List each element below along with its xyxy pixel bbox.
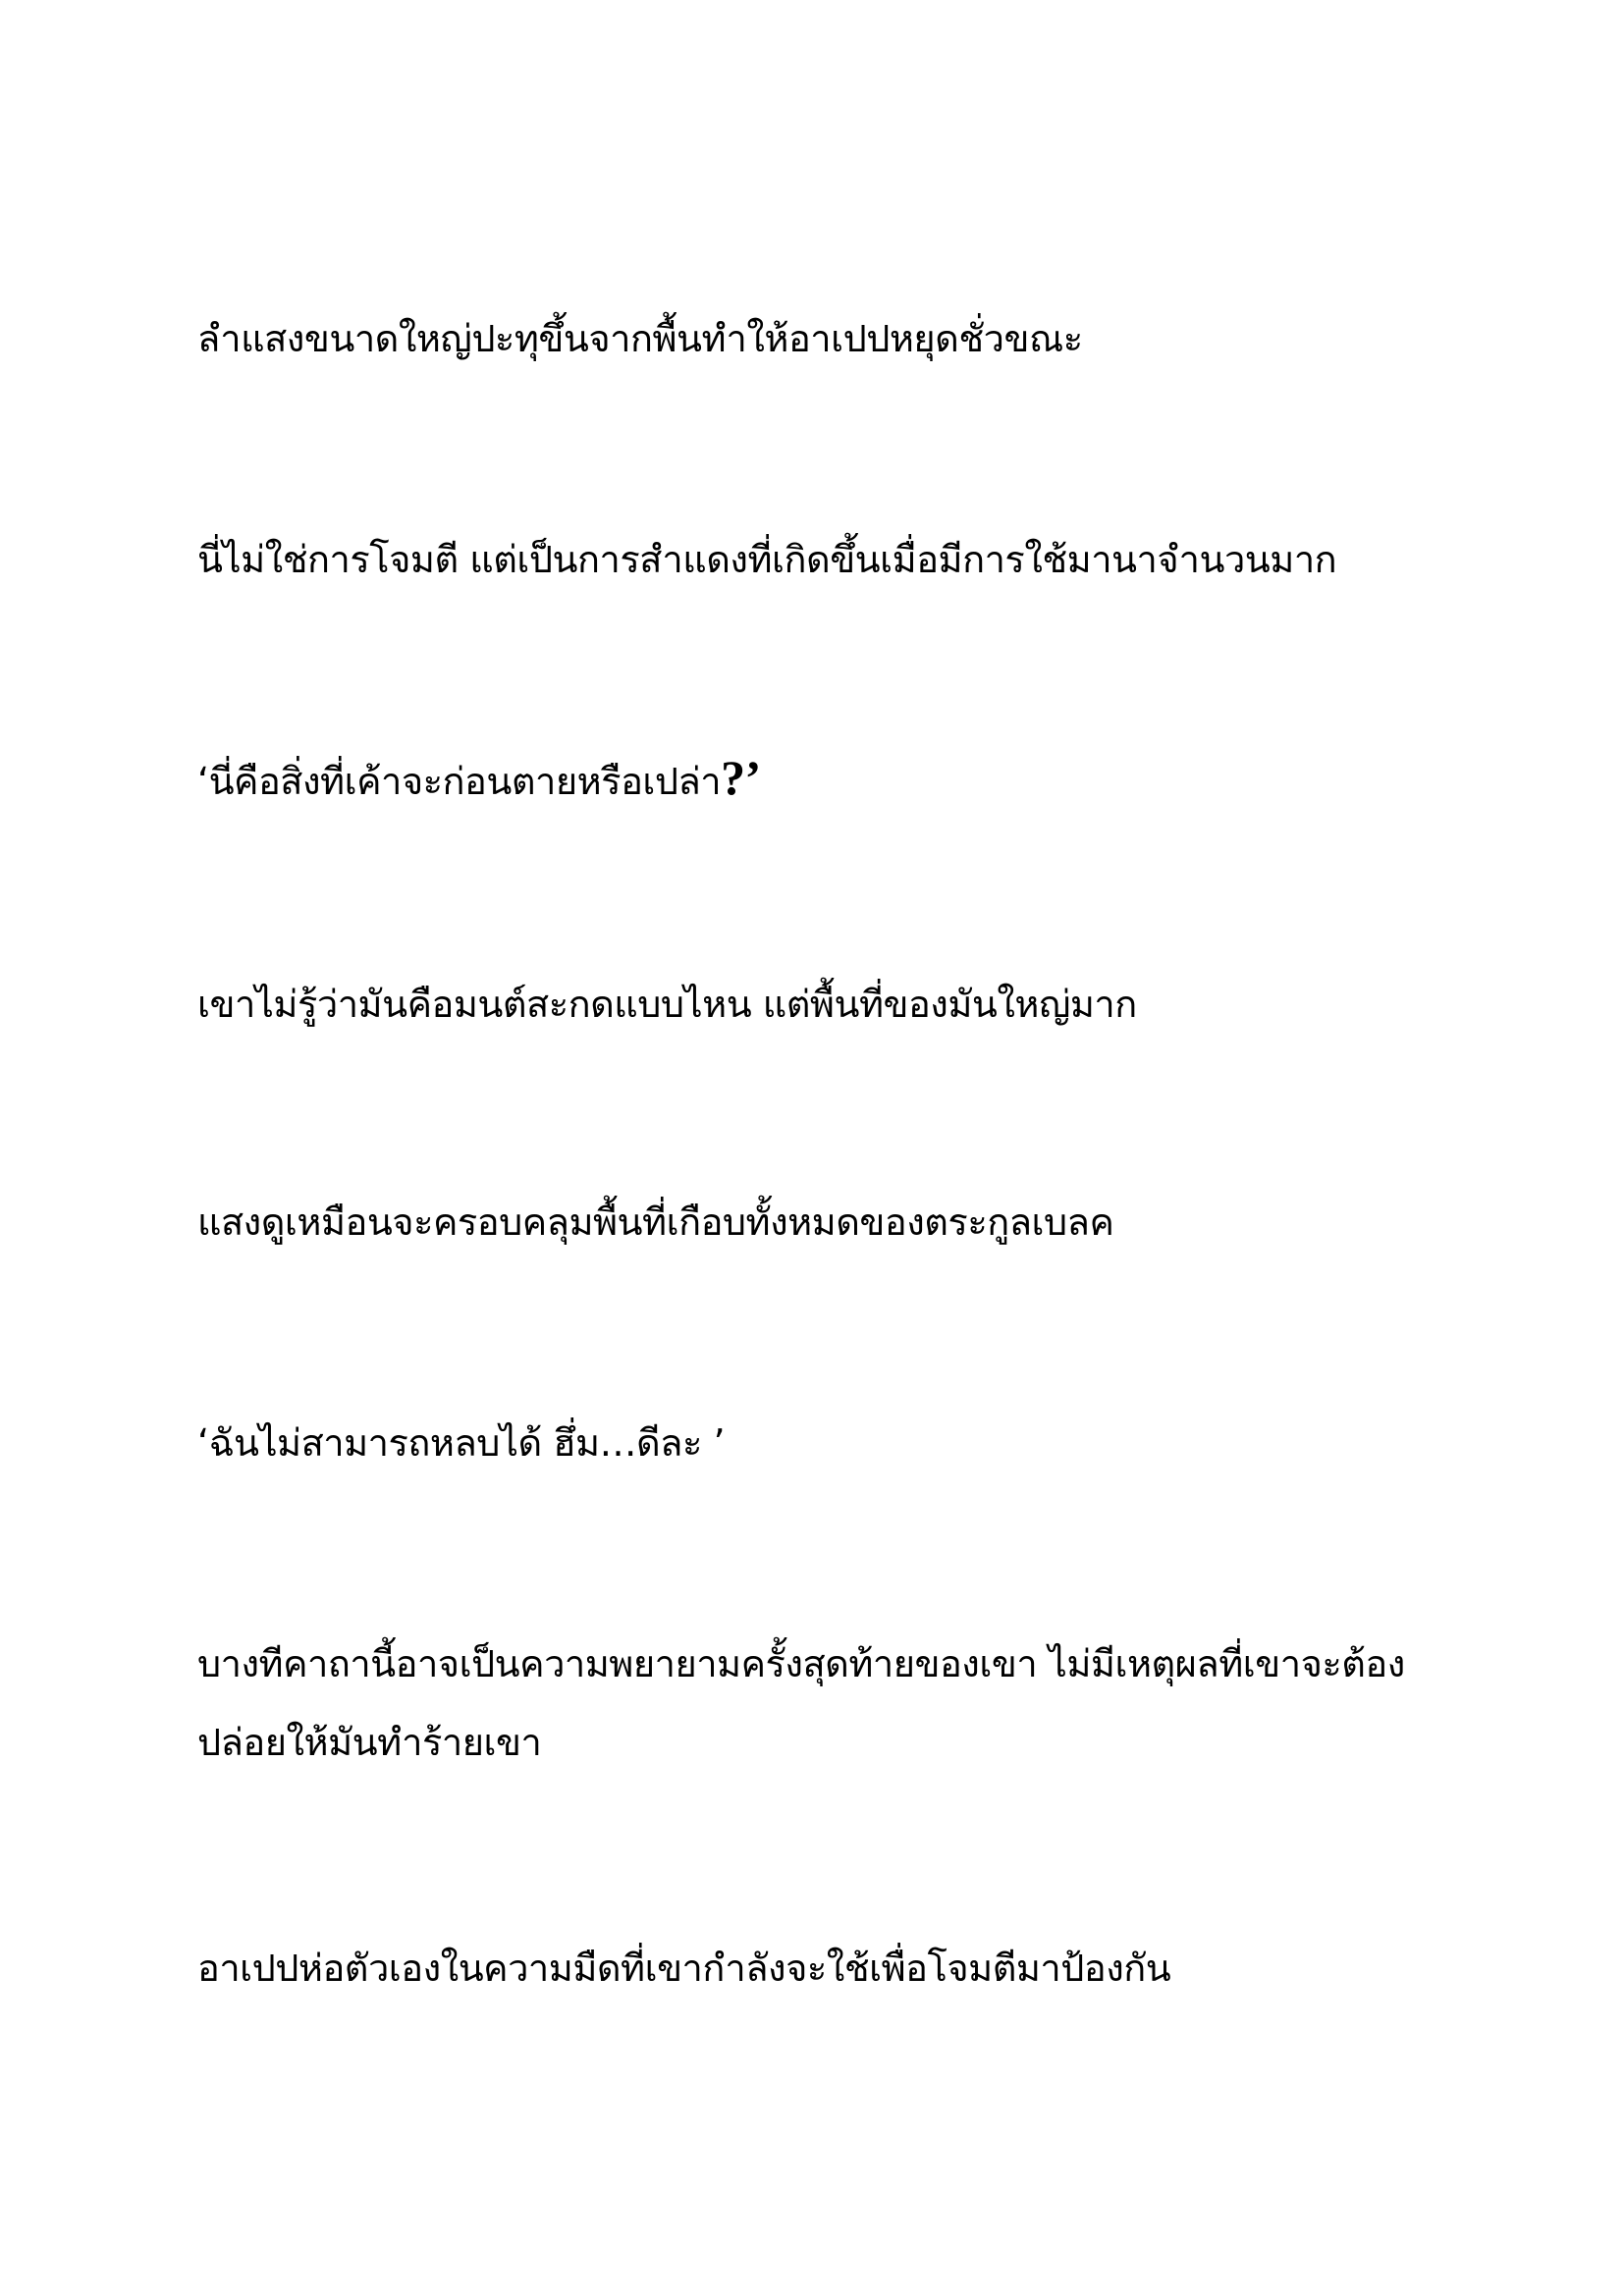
paragraph-3-line [197, 738, 1435, 821]
paragraph-3-question-mark: ?’ [721, 750, 761, 805]
paragraph-5 [197, 1183, 1435, 1261]
paragraph-6 [197, 1404, 1435, 1482]
paragraph-6-text: ‘ฉันไม่สามารถหลบได้ ฮึ่ม…ดีละ ’ [197, 1421, 726, 1465]
paragraph-8-text: อาเปปห่อตัวเองในความมืดที่เขากำลังจะใช้เพื่อโจมตีมาป้องกัน [197, 1947, 1171, 1990]
paragraph-8 [197, 1929, 1435, 2007]
paragraph-4-text: เขาไม่รู้ว่ามันคือมนต์สะกดแบบไหน แต่พื้นที่ของมันใหญ่มาก [197, 983, 1137, 1026]
paragraph-7-line-2: ปล่อยให้มันทำร้ายเขา [197, 1721, 542, 1764]
paragraph-2 [197, 520, 1435, 599]
paragraph-3 [197, 738, 1435, 821]
paragraph-7 [197, 1625, 1435, 1782]
paragraph-1-text: ลำแสงขนาดใหญ่ปะทุขึ้นจากพื้นทำให้อาเปปหยุดชั่วขณะ [197, 317, 1083, 360]
paragraph-5-text: แสงดูเหมือนจะครอบคลุมพื้นที่เกือบทั้งหมดของตระกูลเบลค [197, 1201, 1114, 1244]
paragraph-2-text: นี่ไม่ใช่การโจมตี แต่เป็นการสำแดงที่เกิดขึ้นเมื่อมีการใช้มานาจำนวนมาก [197, 538, 1337, 581]
paragraph-4 [197, 965, 1435, 1043]
paragraph-1 [197, 299, 1435, 378]
paragraph-7-line-1: บางทีคาถานี้อาจเป็นความพยายามครั้งสุดท้ายของเขา ไม่มีเหตุผลที่เขาจะต้อง [197, 1642, 1405, 1685]
paragraph-3-text: ‘นี่คือสิ่งที่เค้าจะก่อนตายหรือเปล่า [197, 760, 722, 803]
